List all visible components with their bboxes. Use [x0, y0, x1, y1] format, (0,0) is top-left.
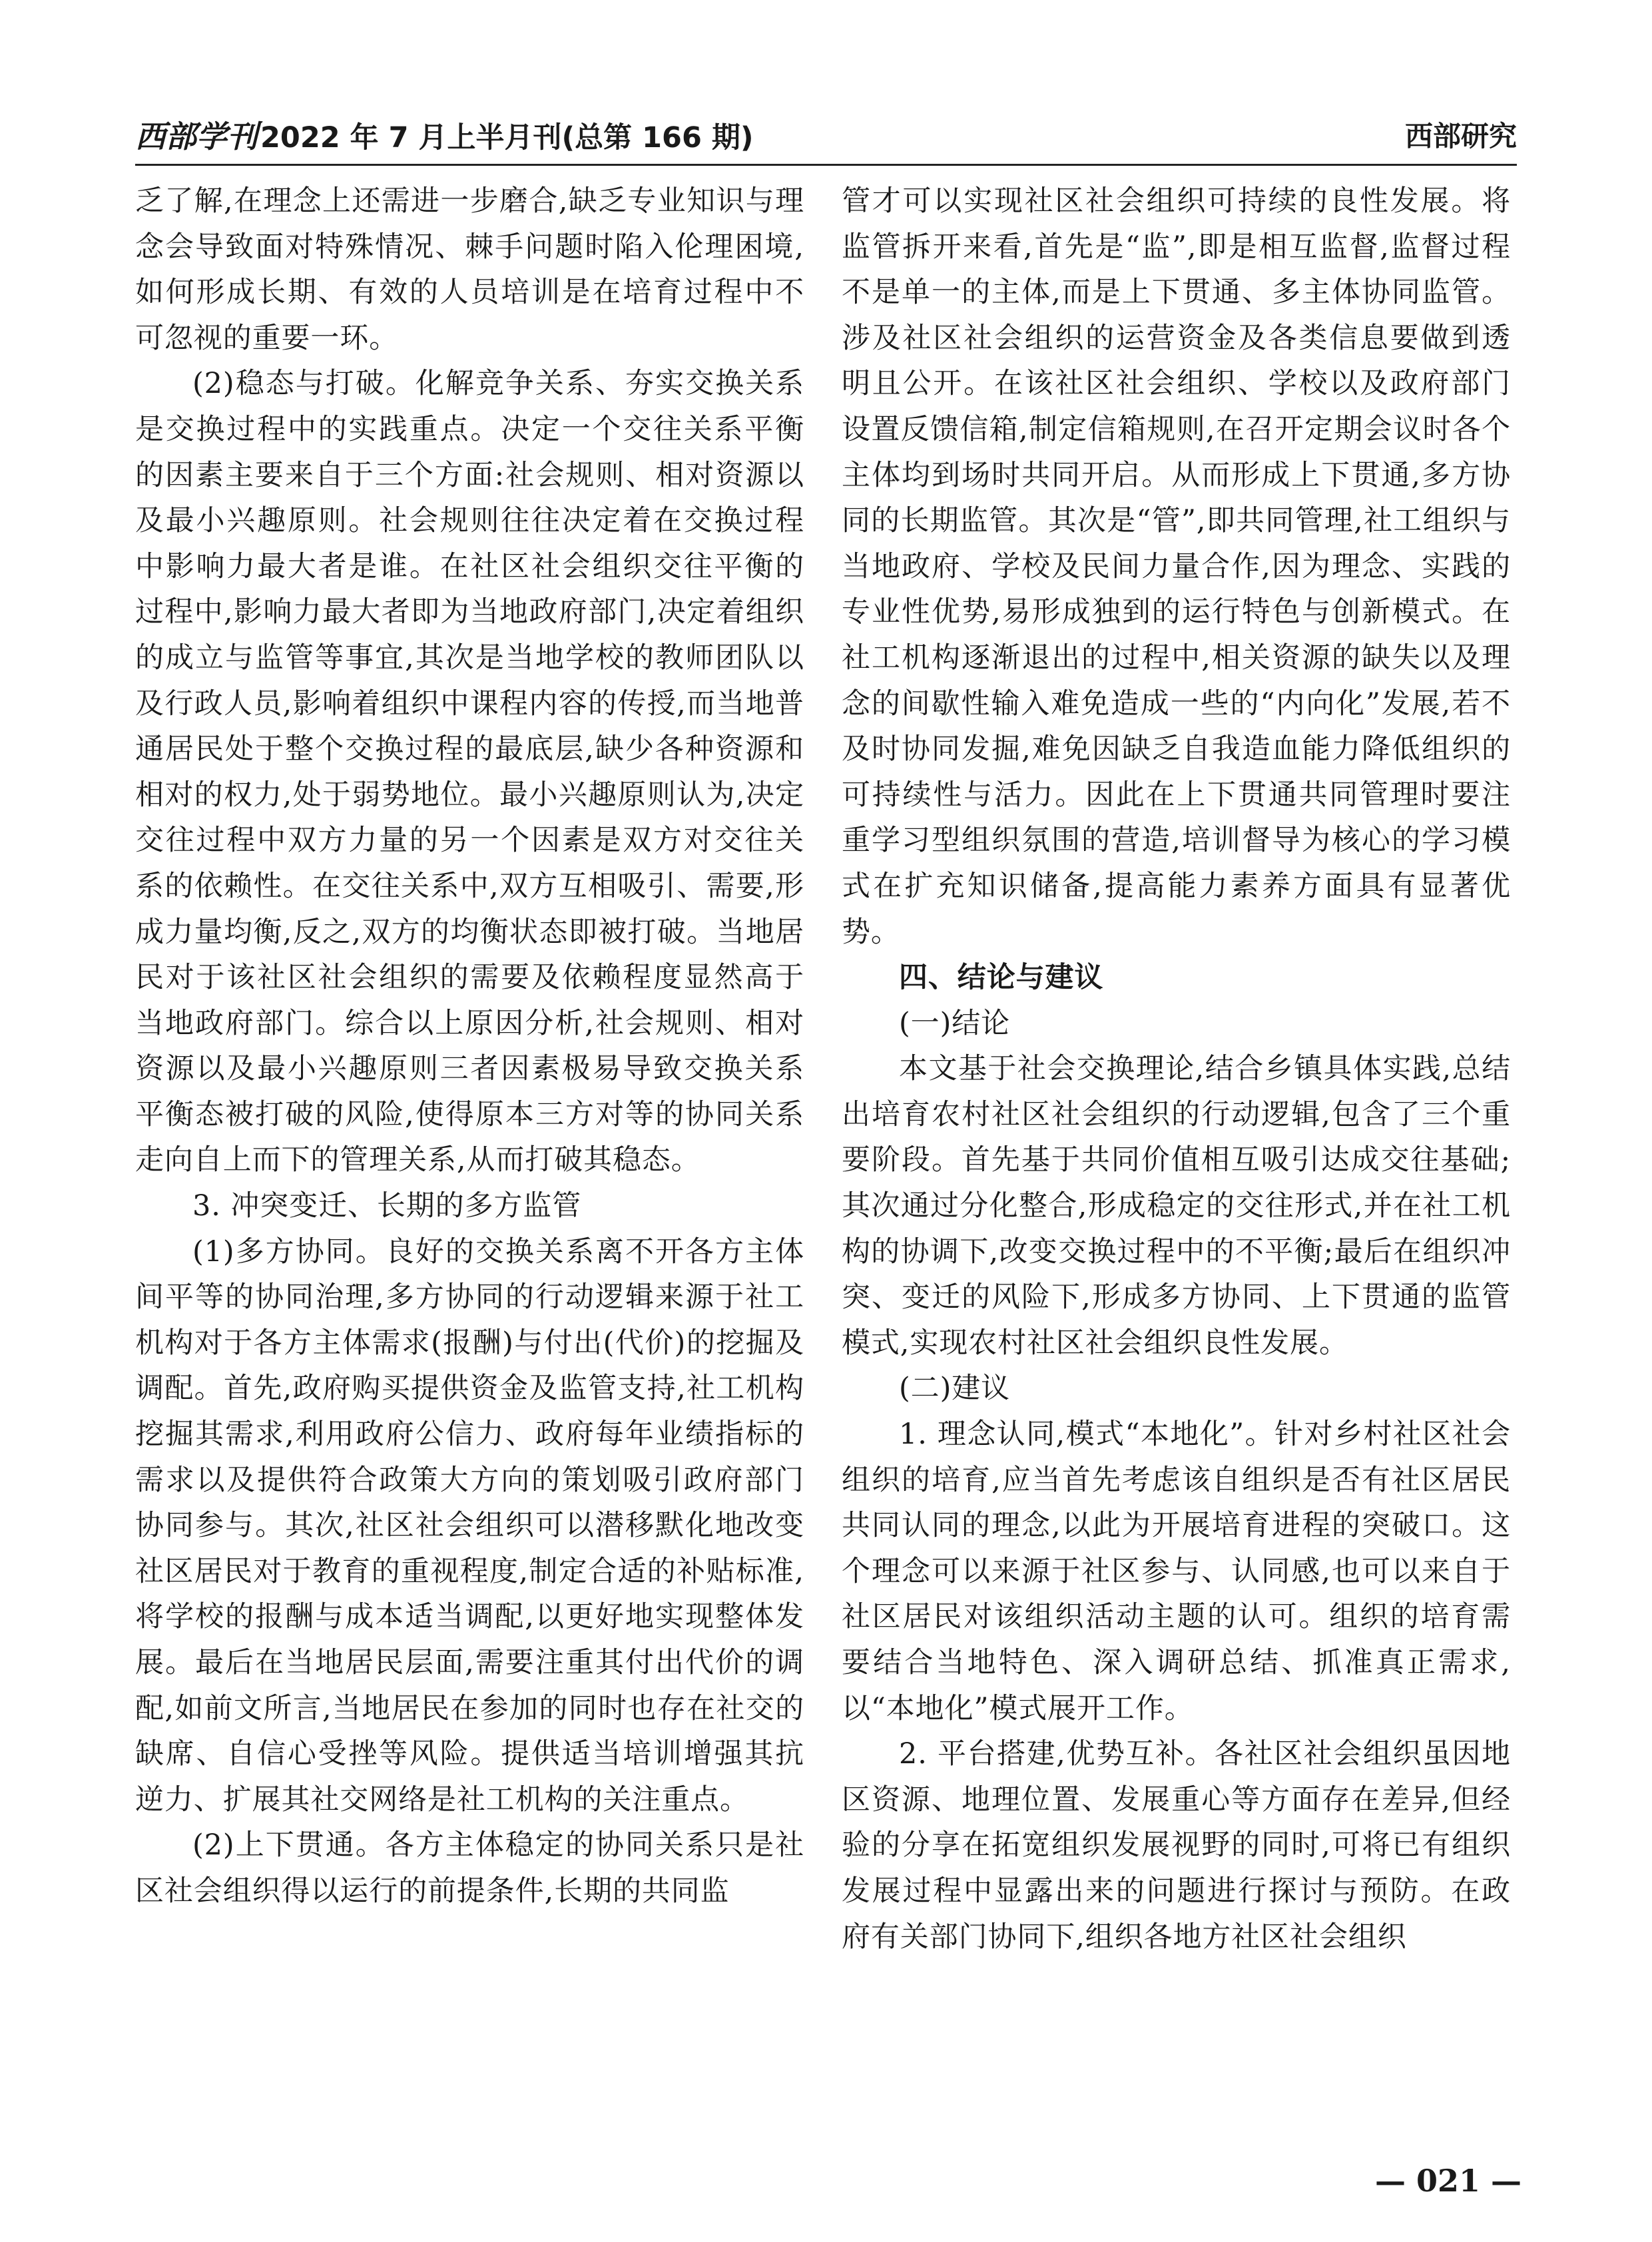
header-rule [135, 164, 1517, 166]
paragraph: 本文基于社会交换理论,结合乡镇具体实践,总结出培育农村社区社会组织的行动逻辑,包含了三个重要阶段。首先基于共同价值相互吸引达成交往基础;其次通过分化整合,形成稳定的交往形式,并在社工机构的协调下,改变交换过程中的不平衡;最后在组织冲突、变迁的风险下,形成多方协同、上下贯通的监管模式,实现农村社区社会组织良性发展。 [842, 1052, 1511, 1360]
paragraph: (2)上下贯通。各方主体稳定的协同关系只是社区社会组织得以运行的前提条件,长期的共同监 [135, 1828, 804, 1908]
paragraph: (2)稳态与打破。化解竞争关系、夯实交换关系是交换过程中的实践重点。决定一个交往关系平衡的因素主要来自于三个方面:社会规则、相对资源以及最小兴趣原则。社会规则往往决定着在交换过程中影响力最大者是谁。在社区社会组织交往平衡的过程中,影响力最大者即为当地政府部门,决定着组织的成立与监管等事宜,其次是当地学校的教师团队以及行政人员,影响着组织中课程内容的传授,而当地普通居民处于整个交换过程的最底层,缺少各种资源和相对的权力,处于弱势地位。最小兴趣原则认为,决定交往过程中双方力量的另一个因素是双方对交往关系的依赖性。在交往关系中,双方互相吸引、需要,形成力量均衡,反之,双方的均衡状态即被打破。当地居民对于该社区社会组织的需要及依赖程度显然高于当地政府部门。综合以上原因分析,社会规则、相对资源以及最小兴趣原则三者因素极易导致交换关系平衡态被打破的风险,使得原本三方对等的协同关系走向自上而下的管理关系,从而打破其稳态。 [135, 367, 804, 1177]
paragraph: 乏了解,在理念上还需进一步磨合,缺乏专业知识与理念会导致面对特殊情况、棘手问题时陷入伦理困境,如何形成长期、有效的人员培训是在培育过程中不可忽视的重要一环。 [135, 184, 804, 355]
left-column [135, 178, 804, 1914]
journal-title [135, 113, 754, 160]
paragraph: (一)结论 [899, 1006, 1011, 1040]
section-name: 西部研究 [1404, 120, 1517, 152]
paragraph: 2. 平台搭建,优势互补。各社区社会组织虽因地区资源、地理位置、发展重心等方面存在差异,但经验的分享在拓宽组织发展视野的同时,可将已有组织发展过程中显露出来的问题进行探讨与预防。在政府有关部门协同下,组织各地方社区社会组织 [842, 1737, 1511, 1954]
paragraph: 管才可以实现社区社会组织可持续的良性发展。将监管拆开来看,首先是“监”,即是相互监督,监督过程不是单一的主体,而是上下贯通、多主体协同监管。涉及社区社会组织的运营资金及各类信息要做到透明且公开。在该社区社会组织、学校以及政府部门设置反馈信箱,制定信箱规则,在召开定期会议时各个主体均到场时共同开启。从而形成上下贯通,多方协同的长期监管。其次是“管”,即共同管理,社工组织与当地政府、学校及民间力量合作,因为理念、实践的专业性优势,易形成独到的运行特色与创新模式。在社工机构逐渐退出的过程中,相关资源的缺失以及理念的间歇性输入难免造成一些的“内向化”发展,若不及时协同发掘,难免因缺乏自我造血能力降低组织的可持续性与活力。因此在上下贯通共同管理时要注重学习型组织氛围的营造,培训督导为核心的学习模式在扩充知识储备,提高能力素养方面具有显著优势。 [842, 184, 1511, 949]
paragraph: (二)建议 [899, 1372, 1011, 1406]
section-heading: 四、结论与建议 [899, 961, 1104, 995]
journal-logo: 西部学刊 [135, 119, 258, 154]
right-column [842, 178, 1511, 1960]
page-header [135, 113, 1517, 160]
paragraph: 3. 冲突变迁、长期的多方监管 [192, 1189, 582, 1223]
page-number: — 021 — [1374, 2163, 1521, 2199]
paragraph: 1. 理念认同,模式“本地化”。针对乡村社区社会组织的培育,应当首先考虑该自组织是否有社区居民共同认同的理念,以此为开展培育进程的突破口。这个理念可以来源于社区参与、认同感,也可以来自于社区居民对该组织活动主题的认可。组织的培育需要结合当地特色、深入调研总结、抓准真正需求,以“本地化”模式展开工作。 [842, 1418, 1511, 1725]
paragraph: (1)多方协同。良好的交换关系离不开各方主体间平等的协同治理,多方协同的行动逻辑来源于社工机构对于各方主体需求(报酬)与付出(代价)的挖掘及调配。首先,政府购买提供资金及监管支持,社工机构挖掘其需求,利用政府公信力、政府每年业绩指标的需求以及提供符合政策大方向的策划吸引政府部门协同参与。其次,社区社会组织可以潜移默化地改变社区居民对于教育的重视程度,制定合适的补贴标准,将学校的报酬与成本适当调配,以更好地实现整体发展。最后在当地居民层面,需要注重其付出代价的调配,如前文所言,当地居民在参加的同时也存在社交的缺席、自信心受挫等风险。提供适当培训增强其抗逆力、扩展其社交网络是社工机构的关注重点。 [135, 1235, 804, 1817]
issue-info: 2022 年 7 月上半月刊(总第 166 期) [260, 121, 754, 154]
